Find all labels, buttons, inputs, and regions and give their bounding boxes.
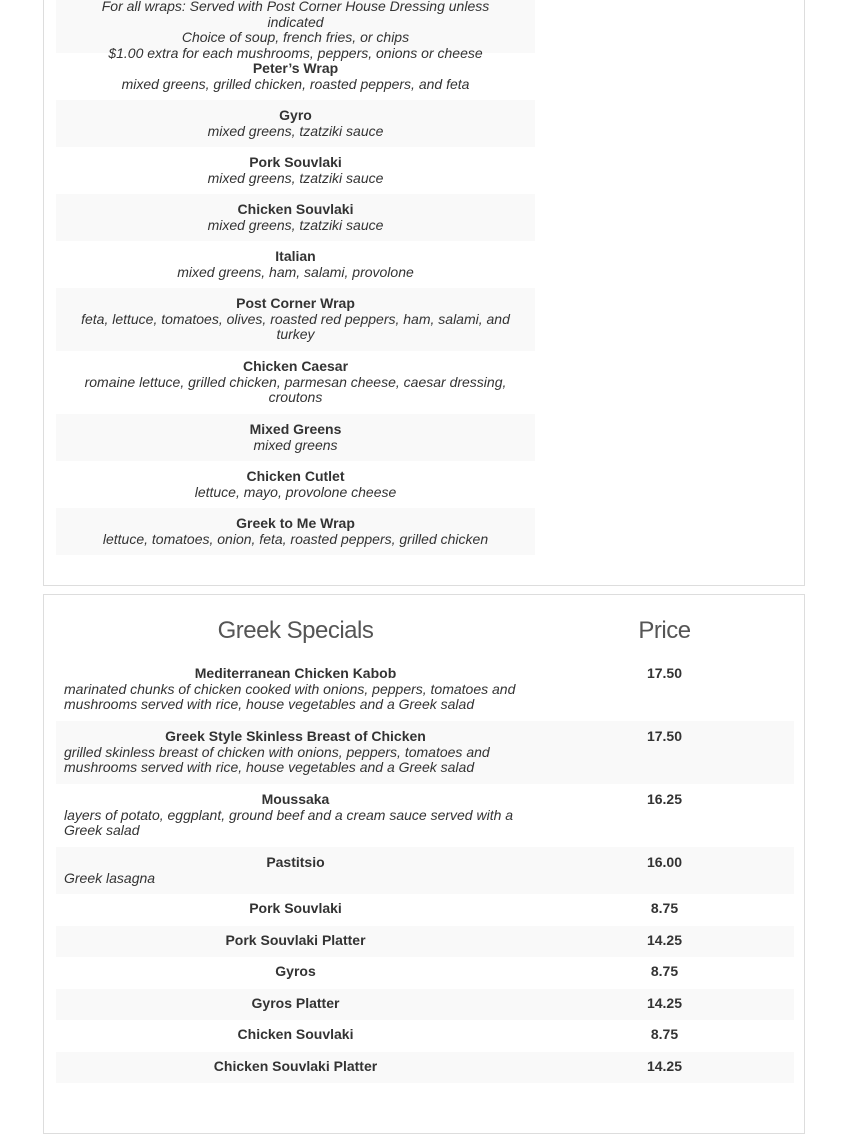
greek-specials-panel: [43, 594, 805, 1134]
item-cell: [56, 926, 535, 958]
wraps-table: [56, 0, 535, 555]
item-name: Chicken Caesar: [242, 358, 349, 374]
item-name: Greek Style Skinless Breast of Chicken: [165, 728, 426, 744]
list-item: [56, 351, 535, 414]
list-item: [56, 461, 535, 508]
item-cell: [56, 989, 535, 1021]
table-row: [56, 847, 794, 894]
item-price: 16.00: [646, 854, 683, 870]
list-item: [56, 194, 535, 241]
item-description: grilled skinless breast of chicken with onions, peppers, tomatoes and mushrooms served with rice, house vegetables and a Greek salad: [64, 743, 490, 775]
wraps-note-line-1: For all wraps: Served with Post Corner House Dressing unless indicated: [101, 0, 490, 30]
table-row: [56, 1052, 794, 1084]
wraps-note-row: [56, 0, 535, 61]
item-description: mixed greens, tzatziki sauce: [207, 216, 384, 233]
table-row: [56, 989, 794, 1021]
item-description: mixed greens, tzatziki sauce: [207, 122, 384, 139]
item-name: Peter’s Wrap: [252, 60, 339, 76]
item-price: 17.50: [646, 665, 683, 681]
item-description: lettuce, tomatoes, onion, feta, roasted peppers, grilled chicken: [102, 530, 489, 547]
item-name: Gyro: [279, 107, 312, 123]
item-cell: [56, 784, 535, 847]
item-cell: [56, 1020, 535, 1052]
list-item: [56, 147, 535, 194]
item-price: 8.75: [650, 1026, 679, 1042]
table-row: [56, 926, 794, 958]
item-cell: [56, 894, 535, 926]
item-price: 14.25: [646, 1057, 683, 1074]
item-price: 16.25: [646, 791, 683, 807]
table-row: [56, 721, 794, 784]
item-description: romaine lettuce, grilled chicken, parmesan cheese, caesar dressing, croutons: [84, 373, 507, 405]
table-row: [56, 957, 794, 989]
item-description: mixed greens, ham, salami, provolone: [177, 263, 414, 280]
section-title: Greek Specials: [217, 617, 374, 644]
item-cell: [56, 957, 535, 989]
table-row: [56, 784, 794, 847]
table-row: [56, 658, 794, 721]
item-name: Pork Souvlaki: [249, 900, 342, 916]
item-price: 17.50: [646, 728, 683, 744]
item-description: feta, lettuce, tomatoes, olives, roasted red peppers, ham, salami, and turkey: [81, 310, 510, 342]
item-name: Chicken Souvlaki: [237, 1026, 354, 1042]
item-name: Mixed Greens: [249, 421, 342, 437]
item-name: Pork Souvlaki Platter: [225, 931, 366, 948]
item-price: 8.75: [650, 900, 679, 916]
item-cell: [56, 847, 535, 894]
item-name: Gyros: [275, 963, 316, 979]
item-name: Chicken Souvlaki: [237, 201, 354, 217]
item-name: Gyros Platter: [251, 994, 340, 1011]
table-row: [56, 1020, 794, 1052]
wraps-menu-panel: [43, 0, 805, 586]
item-cell: [56, 721, 535, 784]
item-description: layers of potato, eggplant, ground beef and a cream sauce served with a Greek salad: [64, 806, 514, 838]
list-item: [56, 100, 535, 147]
item-price: 14.25: [646, 994, 683, 1011]
item-description: lettuce, mayo, provolone cheese: [194, 483, 397, 500]
item-name: Chicken Souvlaki Platter: [213, 1057, 378, 1074]
item-name: Moussaka: [261, 791, 330, 807]
item-cell: [56, 658, 535, 721]
item-name: Mediterranean Chicken Kabob: [194, 665, 397, 681]
item-price: 8.75: [650, 963, 679, 979]
item-description: Greek lasagna: [64, 869, 156, 886]
item-name: Post Corner Wrap: [236, 295, 355, 311]
item-description: mixed greens, tzatziki sauce: [207, 169, 384, 186]
list-item: [56, 414, 535, 461]
item-name: Pastitsio: [266, 854, 325, 870]
wraps-note-line-2: Choice of soup, french fries, or chips: [181, 29, 410, 45]
item-name: Chicken Cutlet: [246, 468, 345, 484]
wraps-note-line-3: $1.00 extra for each mushrooms, peppers, onions or cheese: [108, 44, 483, 61]
list-item: [56, 288, 535, 351]
item-description: mixed greens, grilled chicken, roasted peppers, and feta: [121, 75, 470, 92]
item-description: mixed greens: [253, 436, 338, 453]
list-item: [56, 241, 535, 288]
item-price: 14.25: [646, 931, 683, 948]
item-name: Italian: [275, 248, 316, 264]
specials-header: [56, 617, 794, 647]
price-column-header: Price: [638, 617, 691, 644]
item-description: marinated chunks of chicken cooked with onions, peppers, tomatoes and mushrooms served with rice, house vegetables and a Greek salad: [64, 680, 516, 712]
item-name: Greek to Me Wrap: [236, 515, 355, 531]
item-cell: [56, 1052, 535, 1084]
table-row: [56, 894, 794, 926]
list-item: [56, 508, 535, 555]
specials-table: [56, 658, 794, 1083]
item-name: Pork Souvlaki: [249, 154, 342, 170]
